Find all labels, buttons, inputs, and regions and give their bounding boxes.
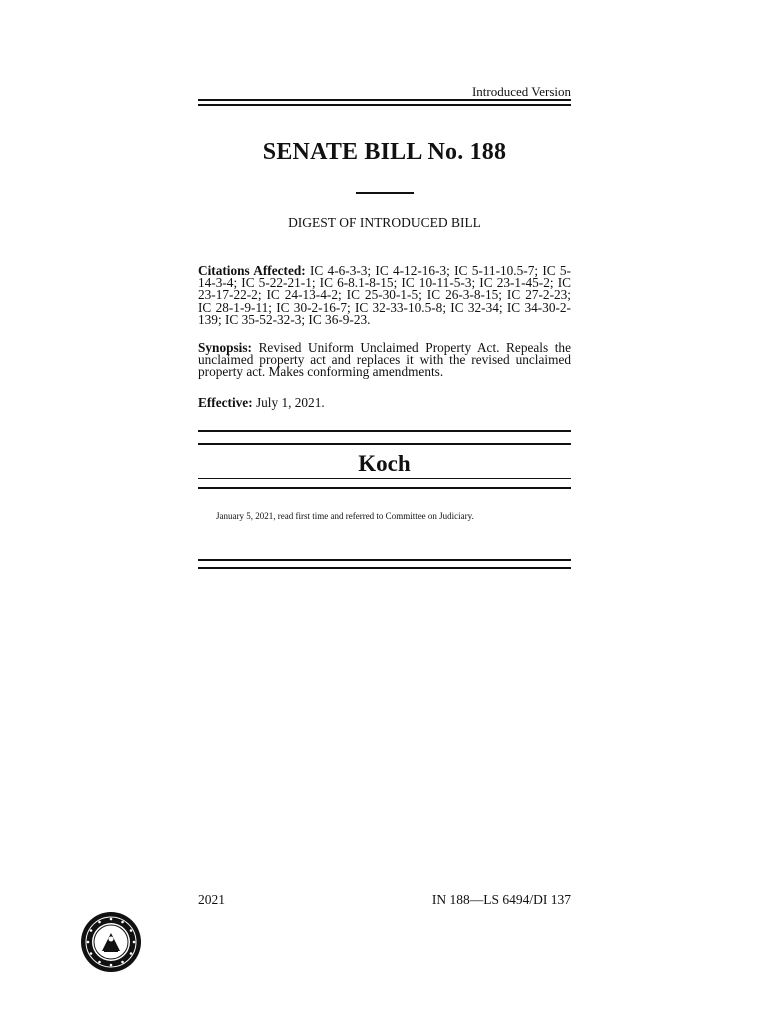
header-rule-top bbox=[198, 99, 571, 101]
footer-year: 2021 bbox=[198, 892, 225, 907]
digest-heading: DIGEST OF INTRODUCED BILL bbox=[288, 215, 481, 230]
author-rule-2 bbox=[198, 443, 571, 445]
history-note: January 5, 2021, read first time and referred to Committee on Judiciary. bbox=[216, 511, 474, 521]
title-divider bbox=[356, 192, 414, 194]
citations-affected bbox=[198, 265, 571, 326]
author-rule-4 bbox=[198, 487, 571, 489]
citations-text: IC 4-6-3-3; IC 4-12-16-3; IC 5-11-10.5-7; IC 5-14-3-4; IC 5-22-21-1; IC 6-8.1-8-15; IC 10-11-5-3; IC 23-1-45-2; IC 23-17-22-2; IC 24-13-4-2; IC 25-30-1-5; IC 26-3-8-15; IC 27-2-23; IC 28-1-9-11; IC 30-2-16-7; IC 32-33-10.5-8; IC 32-34; IC 34-30-2-139; IC 35-52-32-3; IC 36-9-23. bbox=[198, 263, 571, 327]
author-rule-1 bbox=[198, 430, 571, 432]
author-rule-3 bbox=[198, 478, 571, 479]
synopsis-label: Synopsis: bbox=[198, 340, 252, 355]
header-rule-bottom bbox=[198, 104, 571, 106]
version-label: Introduced Version bbox=[471, 84, 571, 99]
footer-rule-top bbox=[198, 559, 571, 561]
effective-label: Effective: bbox=[198, 395, 253, 410]
effective-date bbox=[198, 397, 571, 409]
footer-bill-number: IN 188—LS 6494/DI 137 bbox=[431, 892, 571, 907]
synopsis-text: Revised Uniform Unclaimed Property Act. Repeals the unclaimed property act and replaces it with the revised unclaimed property act. Makes conforming amendments. bbox=[198, 340, 571, 380]
effective-text: July 1, 2021. bbox=[255, 395, 325, 410]
bill-title: SENATE BILL No. 188 bbox=[262, 139, 507, 165]
author-name: Koch bbox=[358, 451, 411, 476]
citations-label: Citations Affected: bbox=[198, 263, 306, 278]
state-seal-icon bbox=[80, 911, 142, 973]
footer-rule-bottom bbox=[198, 567, 571, 569]
synopsis bbox=[198, 342, 571, 379]
